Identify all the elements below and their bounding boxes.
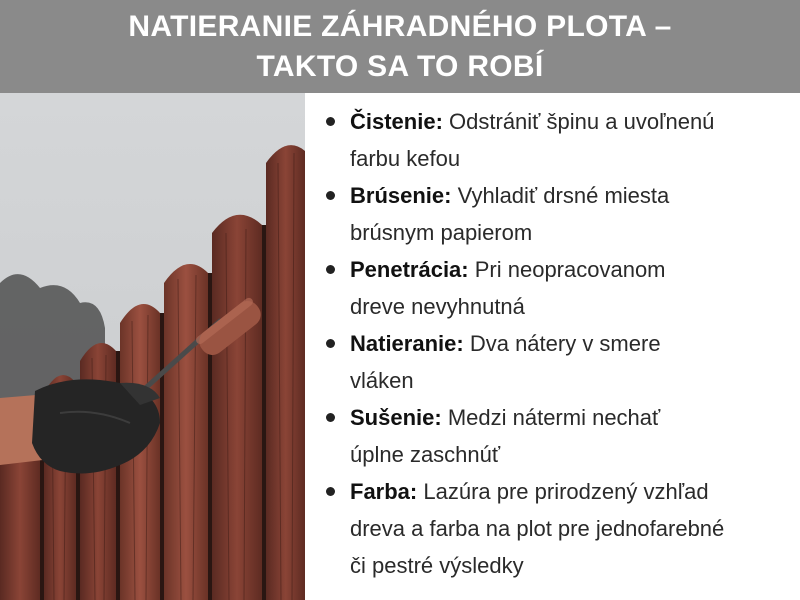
- item-desc-cont: dreva a farba na plot pre jednofarebné: [350, 516, 725, 541]
- bullet-icon: [326, 265, 335, 274]
- bullet-icon: [326, 117, 335, 126]
- item-desc: Vyhladiť drsné miesta: [457, 183, 670, 208]
- item-term: Brúsenie:: [350, 183, 458, 208]
- item-desc: Lazúra pre prirodzený vzhľad: [423, 479, 709, 504]
- bullet-icon: [326, 191, 335, 200]
- item-desc-cont: farbu kefou: [350, 146, 461, 171]
- item-term: Natieranie:: [350, 331, 470, 356]
- list-item: [322, 473, 800, 584]
- item-desc: Dva nátery v smere: [469, 331, 661, 356]
- list-item: [322, 103, 800, 177]
- title-line-2: TAKTO SA TO ROBÍ: [256, 49, 544, 83]
- item-term: Farba:: [350, 479, 424, 504]
- steps-list: [322, 103, 800, 593]
- list-item: [322, 325, 800, 399]
- bullet-icon: [326, 339, 335, 348]
- header-banner: [0, 0, 800, 93]
- item-desc: Odstrániť špinu a uvoľnenú: [449, 109, 715, 134]
- title-line-1: NATIERANIE ZÁHRADNÉHO PLOTA –: [128, 9, 672, 43]
- item-desc: Pri neopracovanom: [474, 257, 666, 282]
- item-desc-cont: či pestré výsledky: [350, 553, 524, 578]
- fence-painting-photo: [0, 93, 305, 600]
- item-term: Sušenie:: [350, 405, 448, 430]
- list-item: [322, 177, 800, 251]
- item-desc-cont: dreve nevyhnutná: [350, 294, 525, 319]
- bullet-icon: [326, 413, 335, 422]
- item-term: Čistenie:: [350, 109, 450, 134]
- item-desc: Medzi nátermi nechať: [447, 405, 661, 430]
- item-desc-cont: vláken: [350, 368, 414, 393]
- item-term: Penetrácia:: [350, 257, 475, 282]
- item-desc-cont: brúsnym papierom: [350, 220, 533, 245]
- bullet-icon: [326, 487, 335, 496]
- list-item: [322, 399, 800, 473]
- fence-illustration: [0, 93, 305, 600]
- item-desc-cont: úplne zaschnúť: [350, 442, 501, 467]
- list-item: [322, 251, 800, 325]
